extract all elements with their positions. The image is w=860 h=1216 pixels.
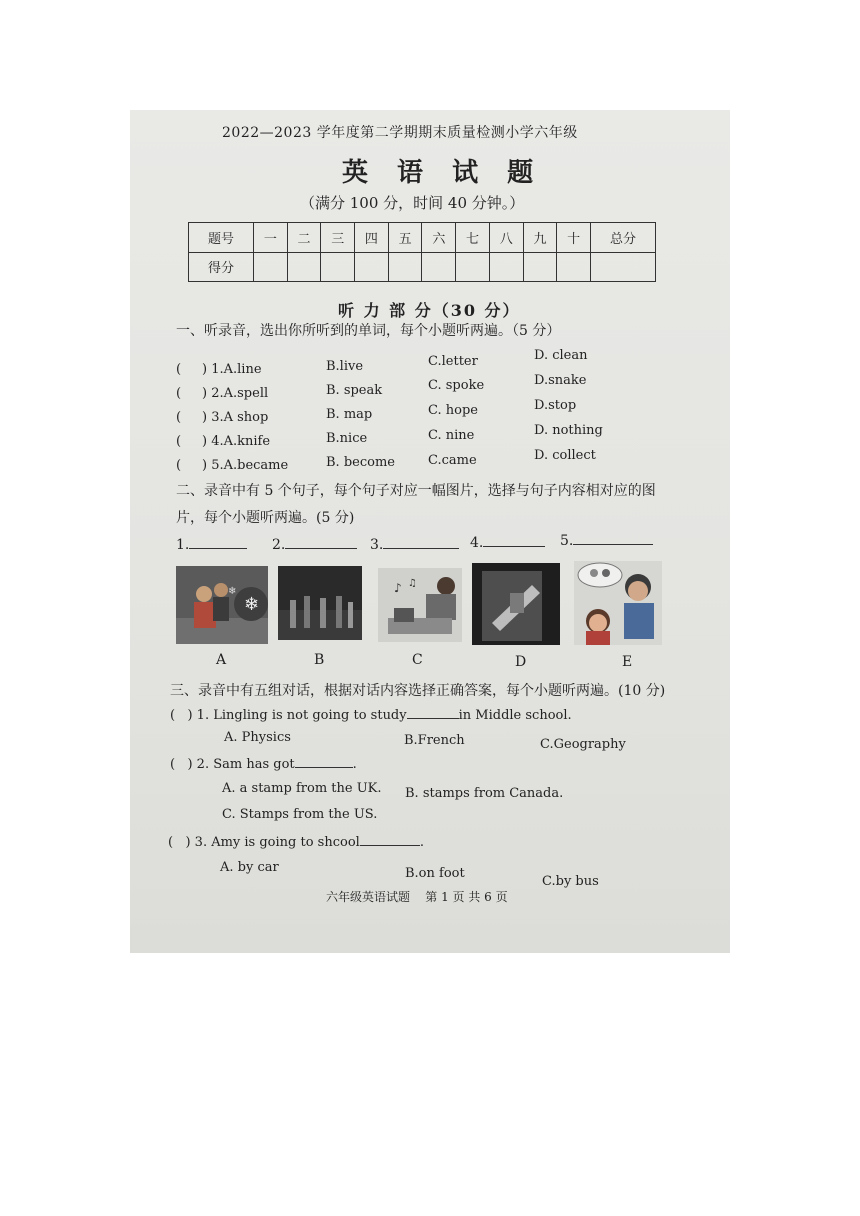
question-stem: ) 1. Lingling is not going to study (187, 708, 407, 723)
option-a: ) 4.A.knife (202, 434, 271, 449)
question-stem: ) 2. Sam has got (187, 757, 295, 772)
svg-text:❄: ❄ (244, 594, 260, 615)
blank-line[interactable] (407, 706, 459, 719)
score-cell: 得分 (189, 252, 254, 282)
option-b: B. speak (326, 383, 383, 398)
option-a: A. a stamp from the UK. (222, 781, 382, 796)
answer-paren[interactable]: ( (176, 458, 182, 473)
picture-a (176, 566, 268, 644)
answer-paren[interactable]: ( (170, 757, 188, 772)
part3-question-2 (170, 755, 357, 772)
option-b: B. become (326, 455, 395, 470)
svg-text:♪: ♪ (394, 581, 402, 595)
option-d: D. nothing (534, 423, 603, 438)
picture-label-a: A (216, 652, 227, 668)
score-cell: 二 (287, 223, 321, 253)
picture-label-c: C (412, 652, 423, 668)
option-d: D.snake (534, 373, 587, 388)
picture-d (472, 563, 560, 645)
answer-blank-1[interactable] (176, 536, 247, 553)
picture-label-d: D (515, 654, 527, 670)
option-b: B.French (404, 733, 465, 748)
score-blank-cell[interactable] (523, 252, 557, 282)
option-d: D.stop (534, 398, 577, 413)
blank-line[interactable] (360, 833, 420, 846)
answer-paren[interactable]: ( (176, 386, 182, 401)
part2-heading-line2: 片，每个小题听两遍。(5 分) (176, 510, 355, 526)
blank-number: 3. (370, 537, 384, 553)
score-cell: 九 (523, 223, 557, 253)
answer-blank-4[interactable] (470, 534, 545, 551)
blank-line[interactable] (285, 536, 357, 549)
answer-paren[interactable]: ( (176, 434, 182, 449)
answer-paren[interactable]: ( (168, 835, 186, 850)
score-blank-cell[interactable] (287, 252, 321, 282)
option-a: A. Physics (224, 730, 291, 745)
option-b: B.nice (326, 431, 368, 446)
blank-number: 2. (272, 537, 286, 553)
score-blank-cell[interactable] (489, 252, 523, 282)
part2-heading-line1: 二、录音中有 5 个句子，每个句子对应一幅图片，选择与句子内容相对应的图 (176, 483, 656, 499)
option-c: C.Geography (540, 737, 626, 752)
option-d: D. clean (534, 348, 588, 363)
question-stem-end: . (352, 757, 357, 772)
answer-paren[interactable]: ( (176, 410, 182, 425)
blank-line[interactable] (295, 755, 353, 768)
question-stem-end: . (419, 835, 424, 850)
option-c: C.came (428, 453, 477, 468)
page-footer (326, 888, 508, 905)
answer-paren[interactable]: ( (170, 708, 188, 723)
option-a: A. by car (220, 860, 279, 875)
score-table (188, 222, 656, 282)
picture-label-b: B (314, 652, 325, 668)
score-blank-cell[interactable] (422, 252, 456, 282)
option-c: C. hope (428, 403, 478, 418)
score-blank-cell[interactable] (456, 252, 490, 282)
option-c: C. nine (428, 428, 475, 443)
blank-line[interactable] (189, 536, 247, 549)
option-c: C.letter (428, 354, 478, 369)
option-c: C.by bus (542, 874, 599, 889)
answer-blank-2[interactable] (272, 536, 357, 553)
option-a: ) 5.A.became (202, 458, 289, 473)
option-a: ) 3.A shop (202, 410, 269, 425)
option-d: D. collect (534, 448, 596, 463)
blank-line[interactable] (483, 534, 545, 547)
score-cell: 八 (489, 223, 523, 253)
section-title: 听 力 部 分（30 分） (338, 301, 521, 320)
part3-question-1 (170, 706, 572, 723)
score-cell: 六 (422, 223, 456, 253)
answer-blank-3[interactable] (370, 536, 459, 553)
footer-left: 六年级英语试题 (326, 890, 411, 904)
score-table-score-row (189, 252, 656, 282)
score-blank-cell[interactable] (591, 252, 656, 282)
score-table-header-row (189, 223, 656, 253)
part3-heading: 三、录音中有五组对话，根据对话内容选择正确答案，每个小题听两遍。(10 分) (170, 683, 666, 699)
picture-b (278, 566, 362, 640)
exam-page (130, 110, 730, 953)
part3-question-3 (168, 833, 424, 850)
picture-e (574, 561, 662, 645)
picture-label-e: E (622, 654, 633, 670)
score-blank-cell[interactable] (388, 252, 422, 282)
score-cell: 一 (253, 223, 287, 253)
score-cell: 七 (456, 223, 490, 253)
picture-c (378, 568, 462, 642)
option-a: ) 2.A.spell (202, 386, 269, 401)
score-blank-cell[interactable] (321, 252, 355, 282)
score-cell: 题号 (189, 223, 254, 253)
answer-paren[interactable]: ( (176, 362, 182, 377)
score-cell: 四 (355, 223, 389, 253)
svg-text:♫: ♫ (408, 578, 417, 589)
svg-text:❄: ❄ (228, 586, 237, 597)
option-a: ) 1.A.line (202, 362, 262, 377)
question-stem: ) 3. Amy is going to shcool (185, 835, 360, 850)
option-b: B. stamps from Canada. (405, 786, 564, 801)
score-cell: 总分 (591, 223, 656, 253)
footer-right: 第 1 页 共 6 页 (425, 890, 508, 904)
score-blank-cell[interactable] (557, 252, 591, 282)
question-stem-end: in Middle school. (458, 708, 572, 723)
option-b: B.live (326, 359, 364, 374)
option-b: B. map (326, 407, 373, 422)
score-blank-cell[interactable] (253, 252, 287, 282)
blank-number: 1. (176, 537, 190, 553)
score-cell: 三 (321, 223, 355, 253)
answer-blank-5[interactable] (560, 532, 653, 549)
part1-heading: 一、听录音，选出你所听到的单词，每个小题听两遍。（5 分） (176, 323, 561, 339)
exam-title: 英 语 试 题 (342, 158, 544, 188)
exam-header: 2022—2023 学年度第二学期期末质量检测小学六年级 (222, 125, 578, 141)
exam-subtitle: （满分 100 分，时间 40 分钟。） (300, 194, 525, 212)
score-blank-cell[interactable] (355, 252, 389, 282)
blank-number: 4. (470, 535, 484, 551)
score-cell: 五 (388, 223, 422, 253)
option-c: C. Stamps from the US. (222, 807, 378, 822)
option-b: B.on foot (405, 866, 465, 881)
blank-line[interactable] (573, 532, 653, 545)
score-cell: 十 (557, 223, 591, 253)
option-c: C. spoke (428, 378, 485, 393)
blank-number: 5. (560, 533, 574, 549)
blank-line[interactable] (383, 536, 459, 549)
